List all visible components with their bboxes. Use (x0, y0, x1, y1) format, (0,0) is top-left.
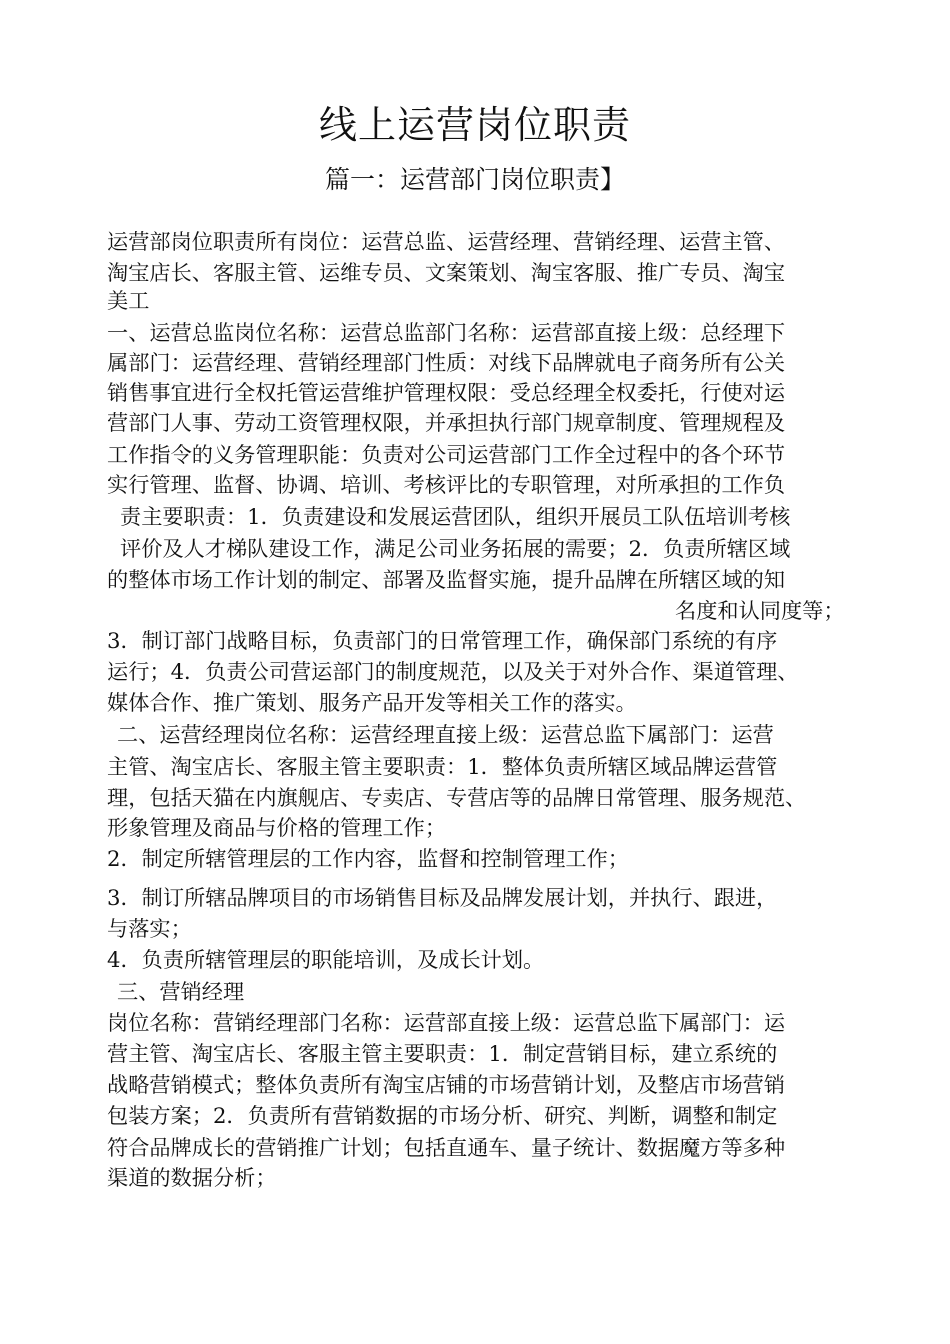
text-line: 2．制定所辖管理层的工作内容，监督和控制管理工作； (107, 846, 629, 871)
text-line: 工作指令的义务管理职能：负责对公司运营部门工作全过程中的各个环节 (107, 442, 786, 467)
text-line: 形象管理及商品与价格的管理工作； (107, 815, 447, 840)
text-line: 岗位名称：营销经理部门名称：运营部直接上级：运营总监下属部门：运 (107, 1010, 786, 1035)
text-line: 战略营销模式；整体负责所有淘宝店铺的市场营销计划，及整店市场营销 (107, 1072, 786, 1097)
text-line: 美工 (107, 288, 150, 313)
text-line: 理，包括天猫在内旗舰店、专卖店、专营店等的品牌日常管理、服务规范、 (107, 785, 807, 810)
text-line: 符合品牌成长的营销推广计划；包括直通车、量子统计、数据魔方等多种 (107, 1135, 786, 1160)
text-line: 包装方案；2．负责所有营销数据的市场分析、研究、判断，调整和制定 (107, 1103, 778, 1128)
text-line: 营部门人事、劳动工资管理权限，并承担执行部门规章制度、管理规程及 (107, 410, 786, 435)
text-line: 属部门：运营经理、营销经理部门性质：对线下品牌就电子商务所有公关 (107, 350, 786, 375)
text-line: 与落实； (107, 916, 192, 941)
text-line: 名度和认同度等； (675, 598, 845, 623)
text-line: 的整体市场工作计划的制定、部署及监督实施，提升品牌在所辖区域的知 (107, 567, 786, 592)
text-line: 3．制订部门战略目标，负责部门的日常管理工作，确保部门系统的有序 (107, 628, 778, 653)
document-subtitle: 篇一：运营部门岗位职责】 (324, 165, 625, 194)
text-line: 二、运营经理岗位名称：运营经理直接上级：运营总监下属部门：运营 (117, 722, 774, 747)
text-line: 营主管、淘宝店长、客服主管主要职责：1．制定营销目标，建立系统的 (107, 1041, 778, 1066)
text-line: 运行；4．负责公司营运部门的制度规范，以及关于对外合作、渠道管理、 (107, 659, 799, 684)
text-line: 媒体合作、推广策划、服务产品开发等相关工作的落实。 (107, 690, 637, 715)
document-title: 线上运营岗位职责 (318, 103, 631, 147)
text-line: 三、营销经理 (117, 979, 245, 1004)
text-line: 实行管理、监督、协调、培训、考核评比的专职管理，对所承担的工作负 (107, 472, 786, 497)
text-line: 评价及人才梯队建设工作，满足公司业务拓展的需要；2．负责所辖区域 (120, 536, 791, 561)
text-line: 4．负责所辖管理层的职能培训，及成长计划。 (107, 947, 545, 972)
text-line: 3．制订所辖品牌项目的市场销售目标及品牌发展计划，并执行、跟进， (107, 885, 778, 910)
text-line: 销售事宜进行全权托管运营维护管理权限：受总经理全权委托，行使对运 (107, 380, 786, 405)
text-line: 责主要职责：1．负责建设和发展运营团队，组织开展员工队伍培训考核 (120, 504, 791, 529)
text-line: 淘宝店长、客服主管、运维专员、文案策划、淘宝客服、推广专员、淘宝 (107, 260, 786, 285)
text-line: 运营部岗位职责所有岗位：运营总监、运营经理、营销经理、运营主管、 (107, 229, 786, 254)
text-line: 主管、淘宝店长、客服主管主要职责：1．整体负责所辖区域品牌运营管 (107, 754, 778, 779)
text-line: 渠道的数据分析； (107, 1165, 277, 1190)
text-line: 一、运营总监岗位名称：运营总监部门名称：运营部直接上级：总经理下 (107, 320, 786, 345)
